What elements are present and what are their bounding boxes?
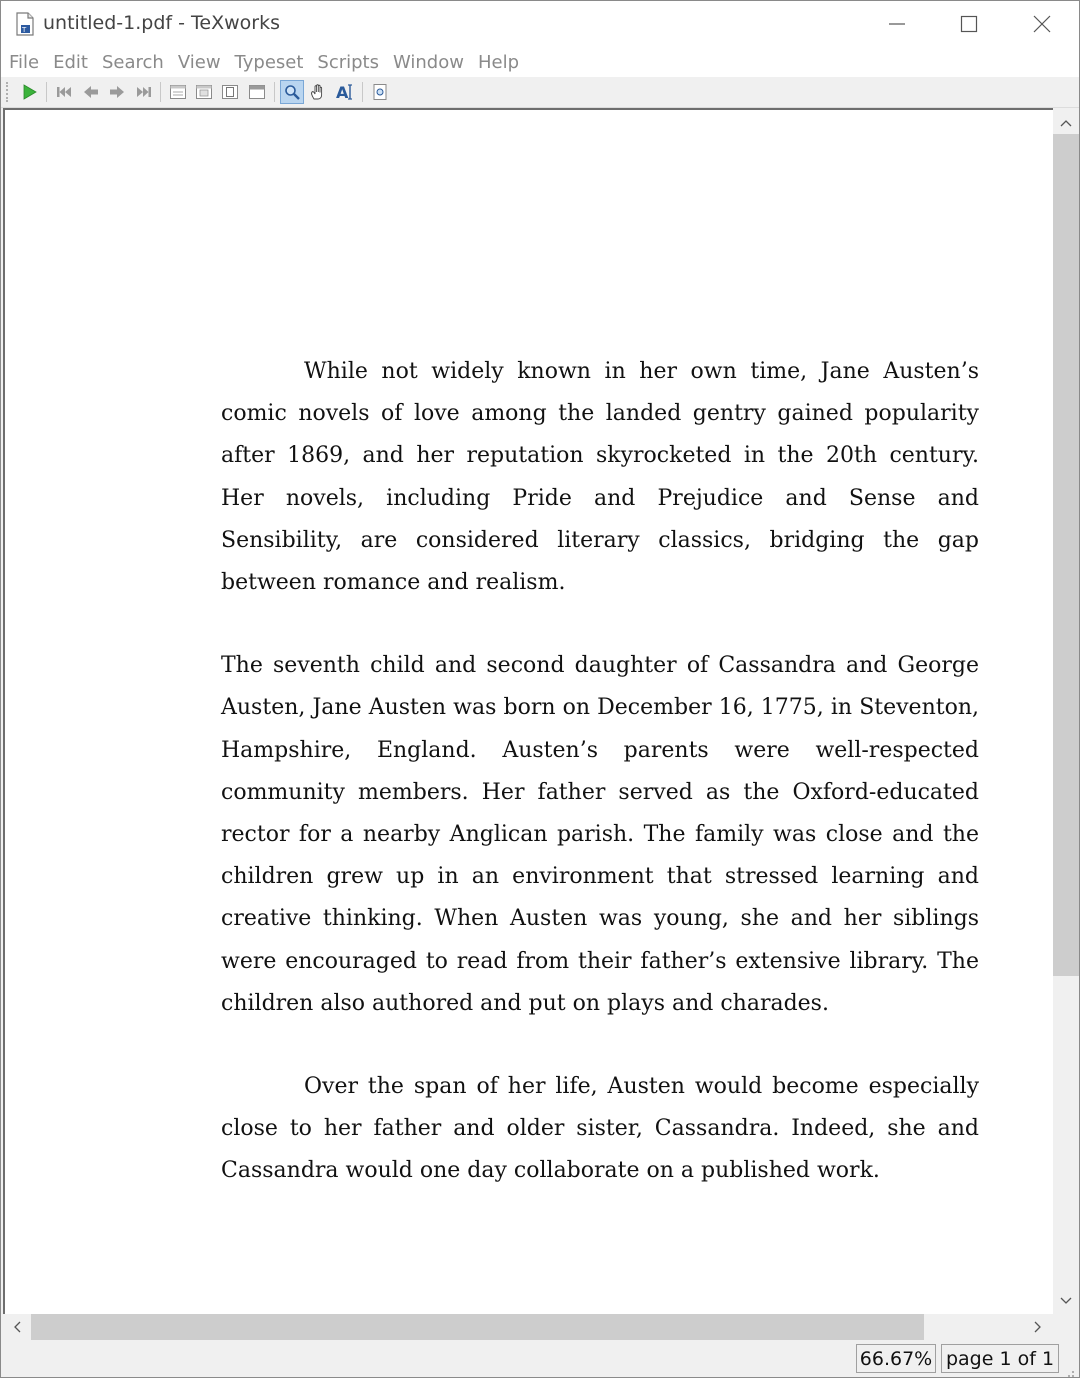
chevron-right-icon	[1034, 1321, 1042, 1333]
menu-help[interactable]: Help	[477, 51, 520, 73]
menu-view[interactable]: View	[177, 51, 221, 73]
pdf-document-icon	[15, 12, 35, 36]
menu-bar	[1, 47, 1079, 77]
fit-page-button[interactable]	[218, 80, 242, 104]
paragraph-3: Over the span of her life, Austen would become especially close to her father and older sister, Cassandra. Indeed, she and Cassandra would one day collaborate on a published work.	[221, 1074, 979, 1184]
typeset-play-icon	[20, 83, 38, 101]
title-bar	[1, 1, 1079, 47]
page-indicator[interactable]: page 1 of 1	[941, 1344, 1059, 1373]
go-to-source-button[interactable]	[368, 80, 392, 104]
toolbar	[1, 77, 1079, 108]
svg-text:T: T	[22, 26, 27, 34]
go-to-source-icon	[372, 83, 388, 101]
previous-page-button[interactable]	[79, 80, 103, 104]
pdf-page-content	[221, 351, 979, 1193]
toolbar-separator	[46, 82, 47, 102]
maximize-button[interactable]	[933, 1, 1005, 47]
paragraph-2: The seventh child and second daughter of Cassandra and George Austen, Jane Austen was born on December 16, 1775, in Steventon, Hampshire, England. Austen’s parents were well-respected community members. Her father served as the Oxford-educated rector for a nearby Anglican parish. The family was close and the children grew up in an environment that stressed learning and creative thinking. When Austen was young, she and her siblings were encouraged to read from their father’s extensive library. The children also authored and put on plays and charades.	[221, 653, 979, 1016]
last-page-button[interactable]	[132, 80, 156, 104]
chevron-left-icon	[13, 1321, 21, 1333]
first-page-icon	[55, 84, 73, 100]
fit-width-icon	[195, 84, 213, 100]
scroll-down-button[interactable]	[1053, 1288, 1079, 1314]
first-page-button[interactable]	[52, 80, 76, 104]
close-button[interactable]	[1006, 1, 1078, 47]
maximize-icon	[960, 15, 978, 33]
next-page-button[interactable]	[105, 80, 129, 104]
magnify-tool-button[interactable]	[280, 80, 304, 104]
zoom-level[interactable]: 66.67%	[856, 1344, 936, 1373]
hand-scroll-icon	[309, 83, 327, 101]
previous-page-icon	[82, 84, 100, 100]
magnifier-icon	[283, 83, 301, 101]
status-bar	[1, 1340, 1079, 1377]
actual-size-button[interactable]	[166, 80, 190, 104]
horizontal-scroll-thumb[interactable]	[31, 1314, 924, 1340]
full-screen-icon	[248, 84, 266, 100]
fit-page-icon	[221, 84, 239, 100]
select-text-tool-button[interactable]	[333, 80, 357, 104]
chevron-up-icon	[1060, 119, 1072, 127]
toolbar-separator	[274, 82, 275, 102]
full-screen-button[interactable]	[245, 80, 269, 104]
last-page-icon	[135, 84, 153, 100]
typeset-button[interactable]	[17, 80, 41, 104]
toolbar-grip	[6, 82, 10, 102]
menu-search[interactable]: Search	[101, 51, 164, 73]
menu-scripts[interactable]: Scripts	[317, 51, 379, 73]
toolbar-separator	[160, 82, 161, 102]
chevron-down-icon	[1060, 1297, 1072, 1305]
scroll-tool-button[interactable]	[306, 80, 330, 104]
close-icon	[1033, 15, 1051, 33]
svg-text:A: A	[336, 83, 349, 101]
next-page-icon	[108, 84, 126, 100]
select-text-icon	[335, 83, 355, 101]
menu-window[interactable]: Window	[393, 51, 464, 73]
window-title: untitled-1.pdf - TeXworks	[43, 12, 280, 34]
vertical-scroll-thumb[interactable]	[1053, 134, 1079, 976]
minimize-button[interactable]	[861, 1, 933, 47]
menu-file[interactable]: File	[9, 51, 40, 73]
paragraph-1: While not widely known in her own time, Jane Austen’s comic novels of love among the landed gentry gained popularity after 1869, and her reputation skyrocketed in the 20th century. Her novels, including Pride and Prejudice and Sense and Sensibility, are considered literary classics, bridging the gap between romance and realism.	[221, 359, 979, 596]
minimize-icon	[888, 15, 906, 33]
scroll-up-button[interactable]	[1053, 110, 1079, 136]
actual-size-icon	[169, 84, 187, 100]
scroll-left-button[interactable]	[4, 1314, 30, 1340]
fit-width-button[interactable]	[192, 80, 216, 104]
menu-typeset[interactable]: Typeset	[234, 51, 304, 73]
resize-grip-icon[interactable]	[1063, 1363, 1075, 1375]
menu-edit[interactable]: Edit	[53, 51, 88, 73]
toolbar-separator	[362, 82, 363, 102]
scroll-right-button[interactable]	[1025, 1314, 1051, 1340]
